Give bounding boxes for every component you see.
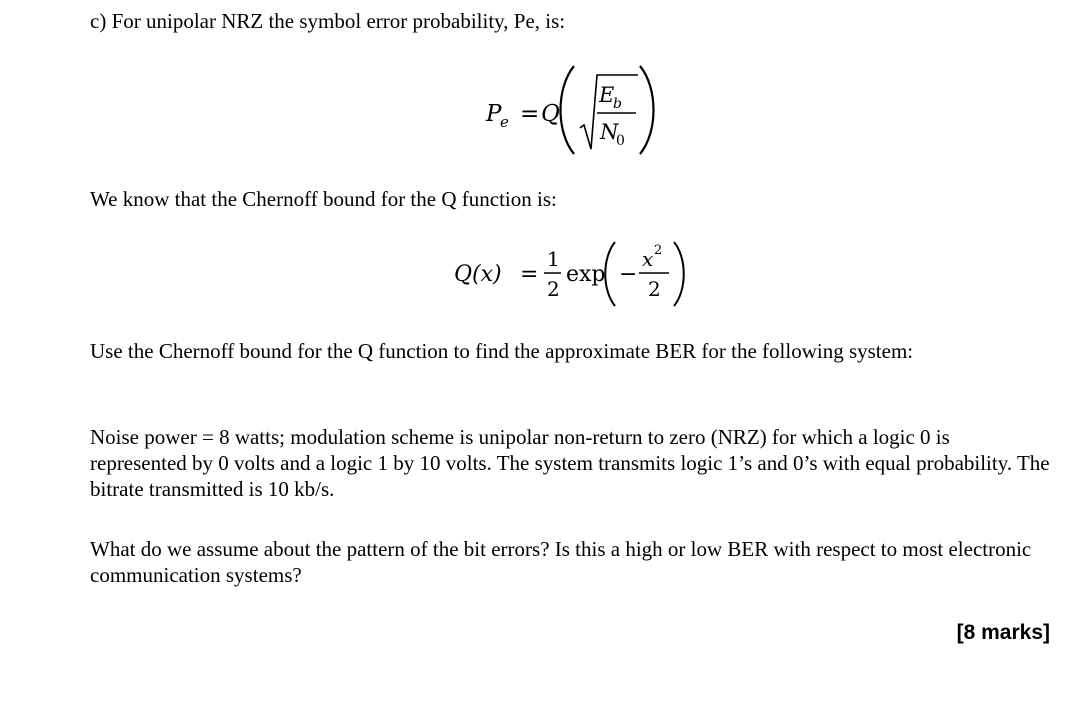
intro-text: c) For unipolar NRZ the symbol error probability, Pe, is: [90, 9, 566, 33]
eq2-half-denominator: 2 [547, 277, 560, 301]
eq2-lhs: Q(x) [454, 262, 502, 287]
chernoff-intro-text: We know that the Chernoff bound for the Q function is: [90, 187, 557, 211]
eq1-left-paren [561, 66, 575, 154]
eq1-lhs-symbol: P [486, 101, 502, 127]
eq1-numerator-symbol: E [599, 83, 615, 107]
eq2-inner-denominator: 2 [648, 277, 661, 301]
eq2-equals: = [520, 262, 539, 287]
instruction-text: Use the Chernoff bound for the Q function to find the approximate BER for the following system: [90, 339, 914, 363]
eq2-right-paren [674, 242, 684, 306]
eq1-equals: = [520, 101, 540, 127]
chernoff-bound-equation [448, 236, 698, 312]
eq1-numerator-subscript: b [613, 96, 622, 112]
eq2-minus-sign: − [619, 262, 638, 287]
eq1-denominator-symbol: N [600, 120, 619, 144]
eq1-lhs-subscript: e [500, 113, 509, 131]
eq2-left-paren [605, 242, 615, 306]
eq1-denominator-subscript: 0 [616, 133, 625, 149]
eq2-inner-numerator-exponent: 2 [654, 243, 663, 258]
final-question-text: What do we assume about the pattern of the bit errors? Is this a high or low BER with respect to most electronic communication systems? [90, 537, 1032, 587]
eq1-q-function: Q [541, 101, 560, 127]
marks-label: [8 marks] [956, 621, 1050, 644]
error-probability-equation [470, 58, 670, 160]
eq2-half-numerator: 1 [547, 247, 560, 271]
eq2-inner-numerator-base: x [642, 247, 654, 271]
eq2-exp-function: exp [566, 262, 606, 287]
eq1-right-paren [640, 66, 654, 154]
system-description-text: Noise power = 8 watts; modulation scheme is unipolar non-return to zero (NRZ) for which a logic 0 is represented by 0 volts and a logic 1 by 10 volts. The system transmits logic 1’s and 0’s with equal probability. The bitrate transmitted is 10 kb/s. [90, 425, 1050, 501]
